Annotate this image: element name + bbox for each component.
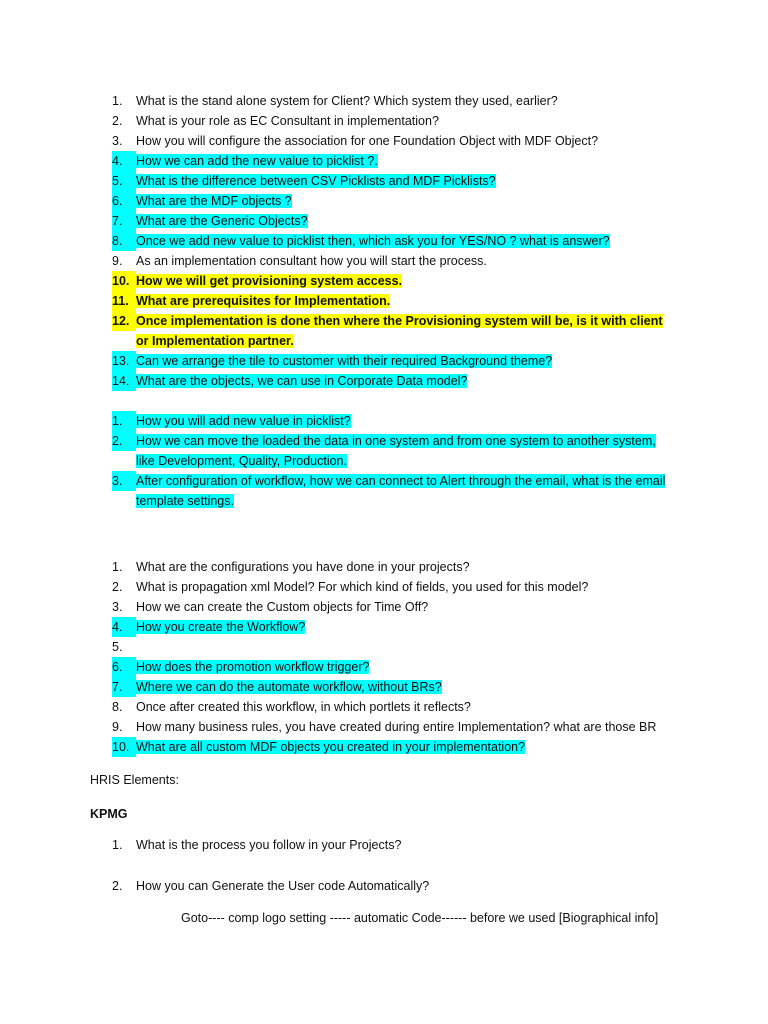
list-item [112,251,672,271]
item-text: What are all custom MDF objects you created in your implementation? [136,740,526,754]
list-item [112,291,672,311]
item-text: What is the stand alone system for Client? Which system they used, earlier? [136,94,558,108]
item-number: 1. [112,838,123,852]
item-text: Can we arrange the tile to customer with their required Background theme? [136,354,553,368]
list-item [112,351,672,371]
item-number: 2. [112,431,136,451]
item-number: 7. [112,211,136,231]
item-number: 8. [112,231,136,251]
hris-elements-label: HRIS Elements: [90,773,179,787]
item-text: What is the process you follow in your Projects? [136,838,402,852]
item-number: 12. [112,311,136,331]
item-number: 10. [112,271,136,291]
list-item [112,835,672,855]
item-text: How you can Generate the User code Automatically? [136,879,430,893]
item-text: How we can create the Custom objects for Time Off? [136,600,429,614]
item-text: Once we add new value to picklist then, which ask you for YES/NO ? what is answer? [136,234,610,248]
item-number: 11. [112,291,136,311]
item-number: 5. [112,640,123,654]
item-text: How many business rules, you have created during entire Implementation? what are those BR [136,720,657,734]
question-list-1 [112,91,672,391]
item-number: 6. [112,657,136,677]
item-number: 6. [112,191,136,211]
list-item [112,577,672,597]
kpmg-question-2 [112,876,672,896]
list-item [112,737,672,757]
list-item [112,271,672,291]
item-number: 1. [112,94,123,108]
list-item [112,171,672,191]
item-number: 13. [112,351,136,371]
list-item [112,617,672,637]
item-number: 3. [112,471,136,491]
item-text: Once implementation is done then where the Provisioning system will be, is it with client or Implementation partner. [136,314,663,348]
item-text: What are the MDF objects ? [136,194,292,208]
list-item [112,311,672,351]
list-item [112,557,672,577]
item-text: What is the difference between CSV Picklists and MDF Picklists? [136,174,496,188]
kpmg-answer-note: Goto---- comp logo setting ----- automatic Code------ before we used [Biographical info] [181,911,659,925]
list-item [112,111,672,131]
list-item [112,151,672,171]
item-number: 8. [112,700,123,714]
item-text: How you will configure the association for one Foundation Object with MDF Object? [136,134,599,148]
item-text: What are the objects, we can use in Corporate Data model? [136,374,468,388]
list-item [112,597,672,617]
item-number: 4. [112,151,136,171]
list-item [112,657,672,677]
item-text: Where we can do the automate workflow, without BRs? [136,680,442,694]
item-text: What is your role as EC Consultant in implementation? [136,114,439,128]
item-text: What are the configurations you have done in your projects? [136,560,470,574]
item-text: What is propagation xml Model? For which kind of fields, you used for this model? [136,580,589,594]
item-text: How we will get provisioning system access. [136,274,403,288]
item-text: How you create the Workflow? [136,620,306,634]
item-text: How we can move the loaded the data in one system and from one system to another system, like Development, Quality, Production. [136,434,656,468]
kpmg-question-1 [112,835,672,855]
question-list-3 [112,557,672,757]
item-number: 1. [112,560,123,574]
list-item [112,697,672,717]
item-number: 2. [112,580,123,594]
kpmg-heading: KPMG [90,807,128,821]
list-item [112,677,672,697]
item-text: Once after created this workflow, in which portlets it reflects? [136,700,471,714]
list-item [112,231,672,251]
item-number: 3. [112,134,123,148]
item-number: 5. [112,171,136,191]
list-item [112,131,672,151]
item-text: As an implementation consultant how you will start the process. [136,254,487,268]
item-number: 9. [112,254,123,268]
list-item [112,637,672,657]
list-item [112,211,672,231]
item-number: 2. [112,114,123,128]
list-item [112,191,672,211]
item-number: 9. [112,720,123,734]
item-text: How you will add new value in picklist? [136,414,351,428]
list-item [112,431,672,471]
item-number: 4. [112,617,136,637]
item-number: 10. [112,737,136,757]
item-number: 7. [112,677,136,697]
item-text: How we can add the new value to picklist ?. [136,154,378,168]
item-text: How does the promotion workflow trigger? [136,660,370,674]
question-list-2 [112,411,672,511]
list-item [112,91,672,111]
item-text: After configuration of workflow, how we can connect to Alert through the email, what is the email template settings. [136,474,666,508]
list-item [112,876,672,896]
item-text: What are the Generic Objects? [136,214,308,228]
list-item [112,471,672,511]
item-number: 14. [112,371,136,391]
item-number: 3. [112,600,123,614]
list-item [112,411,672,431]
item-text: What are prerequisites for Implementation. [136,294,391,308]
list-item [112,371,672,391]
list-item [112,717,672,737]
item-number: 2. [112,879,123,893]
item-number: 1. [112,411,136,431]
